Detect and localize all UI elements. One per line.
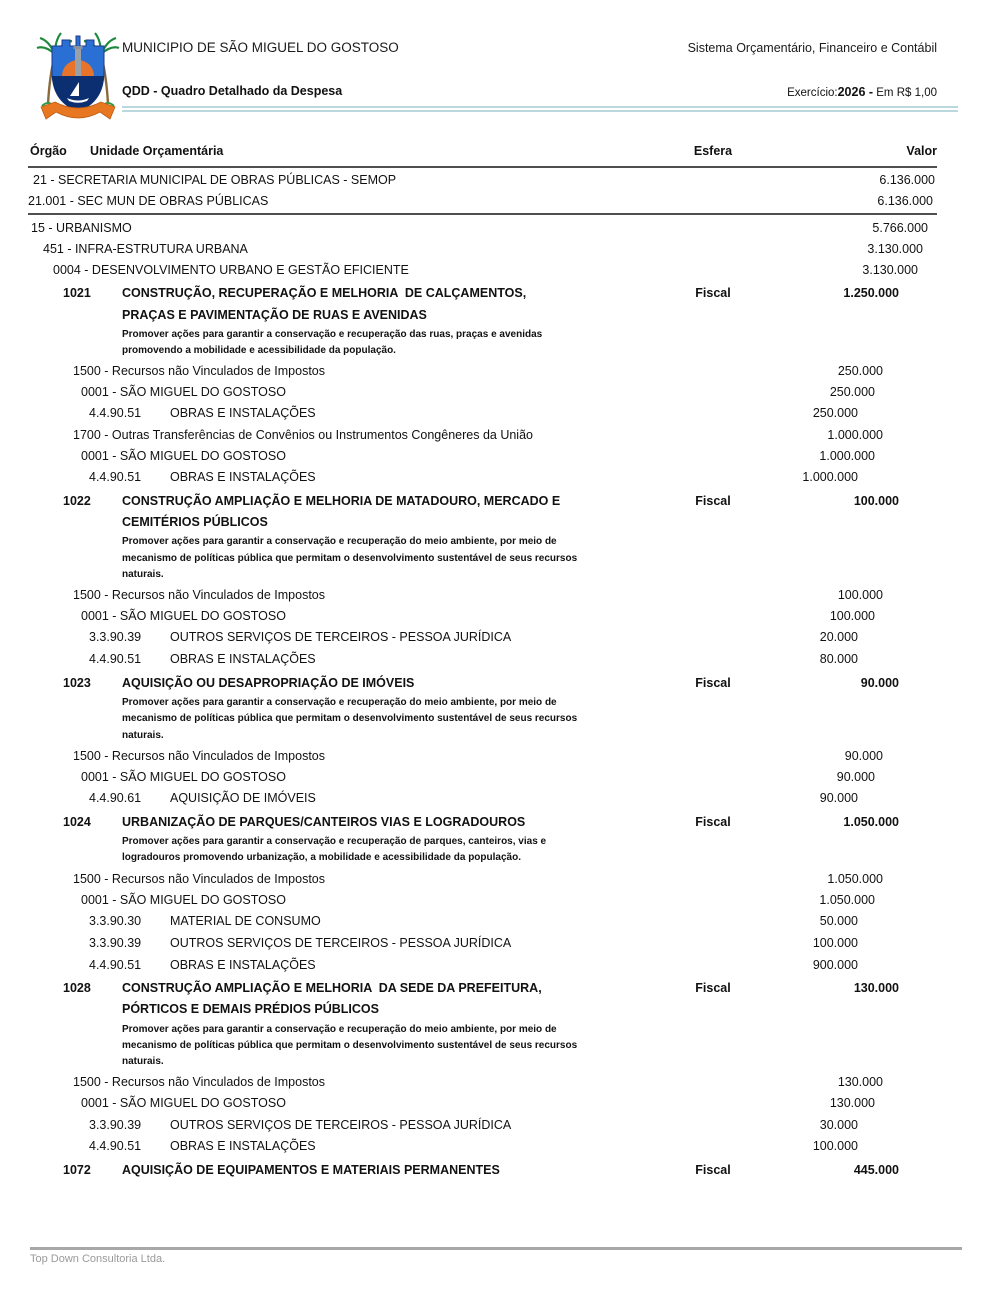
table-row-subfonte: [28, 446, 937, 467]
row-label: 1500 - Recursos não Vinculados de Impostos: [73, 588, 326, 603]
action-description: Promover ações para garantir a conservação e recuperação do meio ambiente, por meio de mecanismo de políticas pública que permitam o desenvolvimento sustentável de seus recursos naturais.: [122, 1023, 578, 1068]
row-value: 6.136.000: [877, 194, 933, 209]
table-header: [28, 144, 937, 164]
table-row-fonte: [28, 585, 937, 606]
exercise-year: 2026 -: [837, 85, 874, 99]
esfera-value: Fiscal: [695, 494, 731, 509]
row-value: 1.250.000: [843, 286, 899, 301]
column-header-esfera: Esfera: [693, 144, 733, 158]
table-row-acao: [28, 978, 937, 1072]
table-row-acao: [28, 812, 937, 869]
row-value: 100.000: [812, 935, 858, 950]
row-value: 250.000: [829, 385, 875, 400]
table-row-fonte: [28, 361, 937, 382]
esfera-value: Fiscal: [695, 981, 731, 996]
row-label: 451 - INFRA-ESTRUTURA URBANA: [43, 242, 248, 257]
action-description: Promover ações para garantir a conservação e recuperação do meio ambiente, por meio de mecanismo de políticas pública que permitam o desenvolvimento sustentável de seus recursos naturais.: [122, 697, 578, 741]
table-row-unidade: [28, 191, 937, 212]
nature-label: AQUISIÇÃO DE IMÓVEIS: [170, 791, 316, 806]
row-label: 21 - SECRETARIA MUNICIPAL DE OBRAS PÚBLICAS - SEMOP: [33, 173, 397, 187]
nature-code: 4.4.90.51: [89, 470, 142, 485]
table-row-natureza: [28, 649, 937, 671]
row-value: 100.000: [853, 494, 899, 509]
table-row-programa: [28, 260, 937, 281]
action-code: 1028: [63, 981, 91, 996]
nature-code: 3.3.90.39: [89, 935, 142, 950]
action-body: [122, 978, 937, 1072]
esfera-value: Fiscal: [695, 676, 731, 691]
row-value: 90.000: [819, 791, 858, 806]
footer-company: Top Down Consultoria Ltda.: [30, 1253, 166, 1265]
row-value: 6.136.000: [879, 173, 935, 187]
row-label: 1500 - Recursos não Vinculados de Impostos: [73, 749, 326, 764]
table-row-subfonte: [28, 606, 937, 627]
table-row-natureza: [28, 1115, 937, 1137]
action-body: [122, 283, 937, 361]
row-value: 1.000.000: [819, 449, 875, 464]
table-row-fonte: [28, 746, 937, 767]
header-divider: [122, 106, 958, 112]
nature-code: 4.4.90.51: [89, 957, 142, 972]
table-row-natureza: [28, 788, 937, 810]
table-row-natureza: [28, 1136, 937, 1158]
action-title: CONSTRUÇÃO AMPLIAÇÃO E MELHORIA DA SEDE DA PREFEITURA, PÓRTICOS E DEMAIS PRÉDIOS PÚBLICOS: [122, 981, 542, 1017]
nature-label: OBRAS E INSTALAÇÕES: [170, 652, 316, 667]
nature-label: OUTROS SERVIÇOS DE TERCEIROS - PESSOA JURÍDICA: [170, 935, 512, 950]
nature-code: 3.3.90.39: [89, 630, 142, 645]
action-body: [122, 673, 937, 746]
table-row-acao: [28, 283, 937, 361]
table-row-natureza: [28, 933, 937, 955]
esfera-value: Fiscal: [695, 815, 731, 830]
row-label: 0001 - SÃO MIGUEL DO GOSTOSO: [81, 1096, 286, 1111]
row-value: 5.766.000: [872, 221, 928, 236]
nature-code: 3.3.90.30: [89, 913, 142, 928]
row-value: 130.000: [837, 1075, 883, 1090]
row-label: 0001 - SÃO MIGUEL DO GOSTOSO: [81, 449, 286, 464]
row-label: 15 - URBANISMO: [31, 221, 132, 236]
table-row-fonte: [28, 1072, 937, 1093]
nature-code: 4.4.90.51: [89, 406, 142, 421]
row-value: 3.130.000: [867, 242, 923, 257]
nature-code: 4.4.90.51: [89, 652, 142, 667]
action-title: AQUISIÇÃO OU DESAPROPRIAÇÃO DE IMÓVEIS: [122, 676, 415, 691]
action-title: URBANIZAÇÃO DE PARQUES/CANTEIROS VIAS E LOGRADOUROS: [122, 815, 526, 830]
action-code: 1024: [63, 815, 91, 830]
table-row-funcao: [28, 218, 937, 239]
action-body: [122, 1160, 937, 1181]
action-title: CONSTRUÇÃO AMPLIAÇÃO E MELHORIA DE MATADOURO, MERCADO E CEMITÉRIOS PÚBLICOS: [122, 494, 561, 530]
row-value: 30.000: [819, 1117, 858, 1132]
row-label: 1500 - Recursos não Vinculados de Impostos: [73, 364, 326, 379]
row-value: 90.000: [860, 676, 899, 691]
currency-note: Em R$ 1,00: [876, 87, 937, 99]
row-value: 100.000: [812, 1139, 858, 1154]
row-value: 3.130.000: [862, 263, 918, 278]
exercise-info: [787, 85, 937, 99]
table-row-acao: [28, 1160, 937, 1181]
row-value: 20.000: [819, 630, 858, 645]
action-title: CONSTRUÇÃO, RECUPERAÇÃO E MELHORIA DE CALÇAMENTOS, PRAÇAS E PAVIMENTAÇÃO DE RUAS E AVENIDAS: [122, 286, 527, 322]
action-body: [122, 491, 937, 585]
row-label: 1700 - Outras Transferências de Convênios ou Instrumentos Congêneres da União: [73, 428, 533, 443]
esfera-value: Fiscal: [695, 286, 731, 301]
action-description: Promover ações para garantir a conservação e recuperação de parques, canteiros, vias e logradouros promovendo urbanização, a mobilidade e acessibilidade da população.: [122, 836, 547, 864]
table-row-natureza: [28, 955, 937, 977]
nature-label: MATERIAL DE CONSUMO: [170, 913, 321, 928]
row-value: 1.050.000: [819, 892, 875, 907]
nature-code: 4.4.90.61: [89, 791, 142, 806]
row-value: 130.000: [829, 1096, 875, 1111]
action-code: 1072: [63, 1163, 91, 1178]
row-label: 0001 - SÃO MIGUEL DO GOSTOSO: [81, 892, 286, 907]
action-code: 1023: [63, 676, 91, 691]
row-value: 1.050.000: [827, 871, 883, 886]
exercise-label: Exercício:: [787, 87, 838, 99]
row-label: 21.001 - SEC MUN DE OBRAS PÚBLICAS: [28, 194, 269, 209]
row-value: 900.000: [812, 957, 858, 972]
table-row-acao: [28, 491, 937, 585]
row-value: 100.000: [837, 588, 883, 603]
action-code: 1022: [63, 494, 91, 509]
table-row-fonte: [28, 425, 937, 446]
action-title: AQUISIÇÃO DE EQUIPAMENTOS E MATERIAIS PERMANENTES: [122, 1163, 500, 1178]
column-header-unidade: Unidade Orçamentária: [90, 144, 224, 158]
action-description: Promover ações para garantir a conservação e recuperação do meio ambiente, por meio de mecanismo de políticas pública que permitam o desenvolvimento sustentável de seus recursos naturais.: [122, 536, 578, 580]
row-value: 1.000.000: [802, 470, 858, 485]
row-value: 445.000: [853, 1163, 899, 1178]
table-divider: [28, 213, 937, 215]
row-value: 250.000: [812, 406, 858, 421]
nature-code: 3.3.90.39: [89, 1117, 142, 1132]
table-row-subfonte: [28, 767, 937, 788]
table-header-rule: [28, 166, 937, 168]
table-row-subfonte: [28, 382, 937, 403]
table-row-natureza: [28, 467, 937, 489]
action-code: 1021: [63, 286, 91, 301]
table-row-fonte: [28, 869, 937, 890]
table-row-orgao: [28, 170, 937, 191]
row-label: 0001 - SÃO MIGUEL DO GOSTOSO: [81, 770, 286, 785]
table-body: [28, 170, 937, 1181]
esfera-value: Fiscal: [695, 1163, 731, 1178]
nature-code: 4.4.90.51: [89, 1139, 142, 1154]
row-label: 1500 - Recursos não Vinculados de Impostos: [73, 871, 326, 886]
nature-label: OBRAS E INSTALAÇÕES: [170, 406, 316, 421]
row-value: 50.000: [819, 913, 858, 928]
footer-divider: [30, 1247, 962, 1250]
row-label: 0004 - DESENVOLVIMENTO URBANO E GESTÃO EFICIENTE: [53, 263, 409, 278]
report-title: QDD - Quadro Detalhado da Despesa: [122, 84, 343, 98]
row-value: 90.000: [844, 749, 883, 764]
action-body: [122, 812, 937, 869]
row-value: 130.000: [853, 981, 899, 996]
municipality-name: MUNICIPIO DE SÃO MIGUEL DO GOSTOSO: [122, 40, 399, 55]
table-row-subfonte: [28, 890, 937, 911]
column-header-valor: Valor: [906, 144, 937, 158]
row-value: 250.000: [837, 364, 883, 379]
row-label: 0001 - SÃO MIGUEL DO GOSTOSO: [81, 385, 286, 400]
nature-label: OUTROS SERVIÇOS DE TERCEIROS - PESSOA JURÍDICA: [170, 630, 512, 645]
table-row-subfonte: [28, 1093, 937, 1114]
nature-label: OUTROS SERVIÇOS DE TERCEIROS - PESSOA JURÍDICA: [170, 1117, 512, 1132]
row-value: 80.000: [819, 652, 858, 667]
row-label: 1500 - Recursos não Vinculados de Impostos: [73, 1075, 326, 1090]
row-value: 90.000: [836, 770, 875, 785]
table-row-acao: [28, 673, 937, 746]
nature-label: OBRAS E INSTALAÇÕES: [170, 1139, 316, 1154]
row-value: 1.000.000: [827, 428, 883, 443]
table-row-subfuncao: [28, 239, 937, 260]
row-value: 1.050.000: [843, 815, 899, 830]
nature-label: OBRAS E INSTALAÇÕES: [170, 470, 316, 485]
column-header-orgao: Órgão: [30, 144, 67, 158]
row-value: 100.000: [829, 609, 875, 624]
action-description: Promover ações para garantir a conservação e recuperação das ruas, praças e avenidas promovendo a mobilidade e acessibilidade da população.: [122, 328, 543, 356]
table-row-natureza: [28, 403, 937, 425]
nature-label: OBRAS E INSTALAÇÕES: [170, 957, 316, 972]
system-name: Sistema Orçamentário, Financeiro e Contábil: [687, 41, 937, 55]
table-row-natureza: [28, 911, 937, 933]
table-row-natureza: [28, 627, 937, 649]
row-label: 0001 - SÃO MIGUEL DO GOSTOSO: [81, 609, 286, 624]
municipal-coat-of-arms-logo: [36, 30, 120, 130]
